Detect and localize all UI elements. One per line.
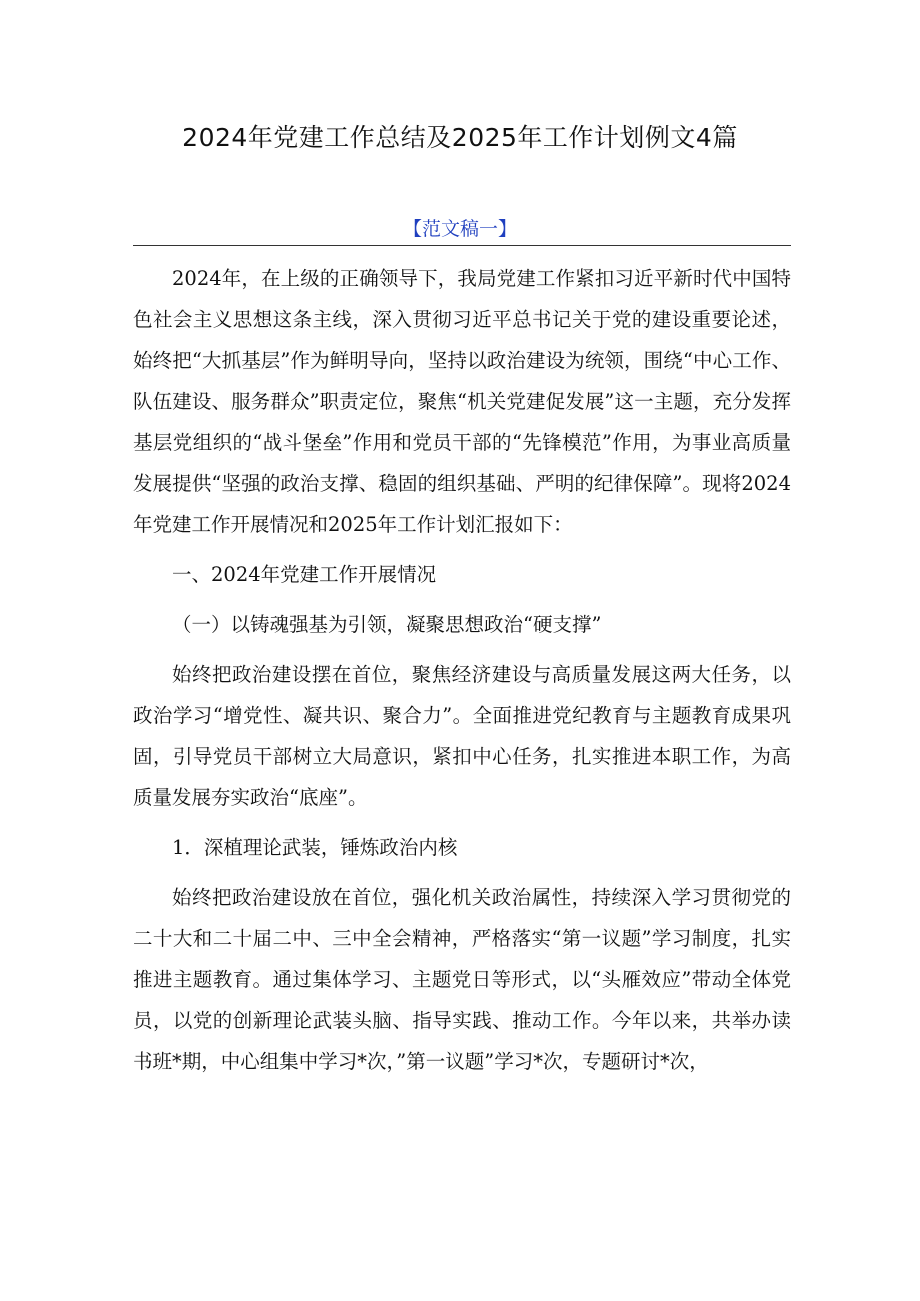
section-label: 【范文稿一】 xyxy=(402,218,517,240)
intro-paragraph: 2024年，在上级的正确领导下，我局党建工作紧扣习近平新时代中国特色社会主义思想这条主线，深入贯彻习近平总书记关于党的建设重要论述，始终把“大抓基层”作为鲜明导向，坚持以政治建设为统领，围绕“中心工作、队伍建设、服务群众”职责定位，聚焦“机关党建促发展”这一主题，充分发挥基层党组织的“战斗堡垒”作用和党员干部的“先锋模范”作用，为事业高质量发展提供“坚强的政治支撑、稳固的组织基础、严明的纪律保障”。现将2024年党建工作开展情况和2025年工作计划汇报如下： xyxy=(133,267,791,536)
item-heading: 1．深植理论武装，锤炼政治内核 xyxy=(172,836,458,859)
body-paragraph: 始终把政治建设放在首位，强化机关政治属性，持续深入学习贯彻党的二十大和二十届二中、三中全会精神，严格落实“第一议题”学习制度，扎实推进主题教育。通过集体学习、主题党日等形式，以“头雁效应”带动全体党员，以党的创新理论武装头脑、指导实践、推动工作。今年以来，共举办读书班*期，中心组集中学习*次，”第一议题”学习*次，专题研讨*次， xyxy=(133,886,791,1073)
divider-line xyxy=(133,245,791,246)
body-paragraph: 始终把政治建设摆在首位，聚焦经济建设与高质量发展这两大任务，以政治学习“增党性、凝共识、聚合力”。全面推进党纪教育与主题教育成果巩固，引导党员干部树立大局意识，紧扣中心任务，扎实推进本职工作，为高质量发展夯实政治“底座”。 xyxy=(133,663,791,809)
section-heading: 一、2024年党建工作开展情况 xyxy=(172,563,437,586)
document-title: 2024年党建工作总结及2025年工作计划例文4篇 xyxy=(182,123,738,152)
document-body xyxy=(133,258,791,1091)
subsection-heading: （一）以铸魂强基为引领，凝聚思想政治“硬支撑” xyxy=(172,613,602,636)
